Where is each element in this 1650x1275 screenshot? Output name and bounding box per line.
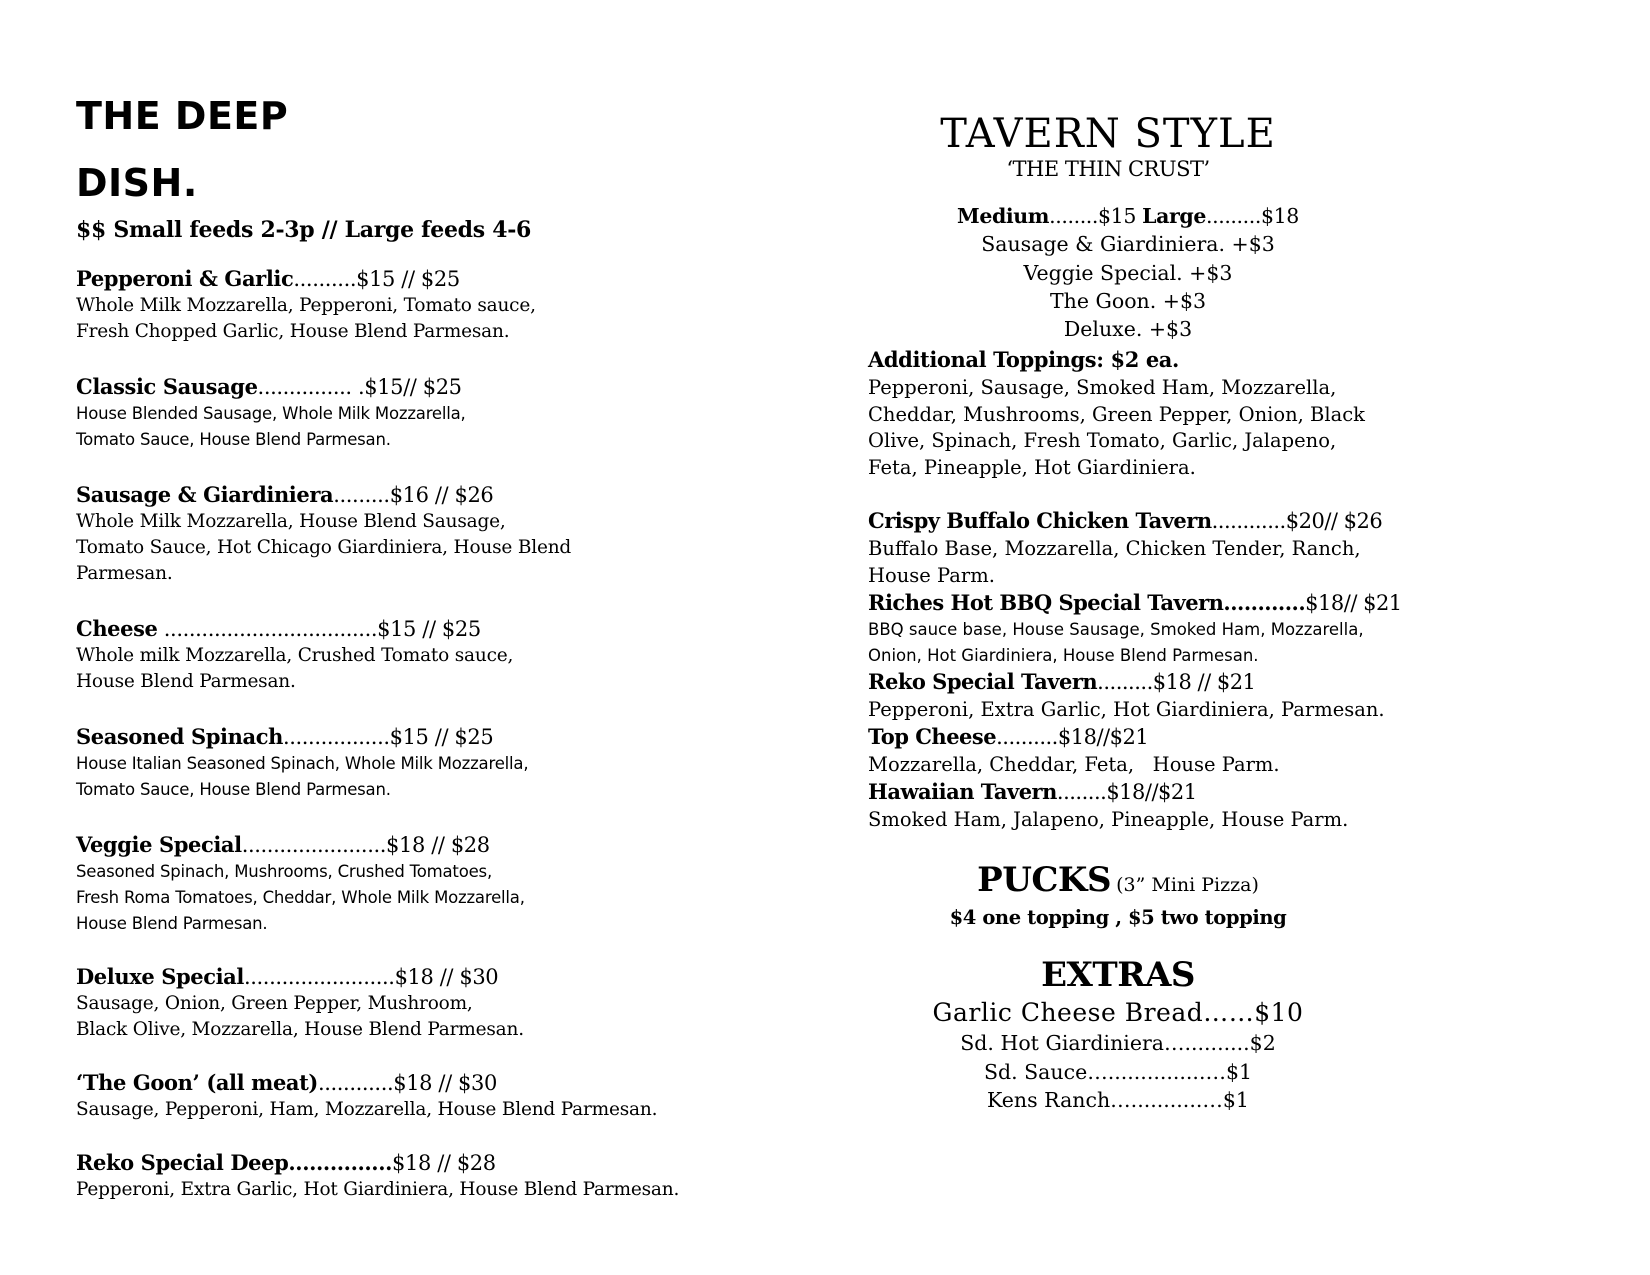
menu-item-pepperoni-garlic [76, 265, 756, 345]
tavern-special-hawaiian [868, 778, 1388, 833]
item-dots: ......... [1097, 670, 1153, 695]
item-description: House Blended Sausage, Whole Milk Mozzarella, Tomato Sauce, House Blend Parmesan. [76, 404, 466, 449]
item-dots: ............ [1211, 509, 1286, 534]
upcharge-line: Deluxe. +$3 [1063, 317, 1193, 342]
item-price: $18//$21 [1057, 725, 1149, 750]
menu-item-heading [76, 963, 756, 991]
extras-title: EXTRAS [1041, 955, 1195, 996]
deep-dish-title-line2: DISH. [76, 161, 198, 205]
menu-item-classic-sausage [76, 373, 756, 453]
item-price: $15 // $25 [389, 725, 494, 749]
menu-item-heading [76, 723, 756, 751]
item-description: Mozzarella, Cheddar, Feta, House Parm. [868, 753, 1280, 777]
menu-item-heading [76, 615, 756, 643]
tavern-special-riches-hot-bbq [868, 589, 1402, 668]
item-name: Reko Special Tavern [868, 669, 1098, 695]
item-name: Deluxe Special [76, 964, 244, 989]
item-price: $18//$21 [1106, 780, 1197, 805]
item-description: Pepperoni, Extra Garlic, Hot Giardiniera, Parmesan. [868, 698, 1385, 722]
tavern-special-top-cheese [868, 723, 1388, 778]
item-dots: ............ [317, 1071, 394, 1095]
item-dots: .......... [996, 725, 1058, 750]
item-description: Smoked Ham, Jalapeno, Pineapple, House Parm. [868, 808, 1349, 832]
item-price: $16 // $26 [389, 483, 494, 507]
item-price: $18// $21 [1305, 591, 1402, 616]
upcharge-line: Sausage & Giardiniera. +$3 [981, 232, 1275, 257]
item-dots: ........................ [243, 965, 395, 989]
tavern-subtitle: ‘THE THIN CRUST’ [1006, 157, 1210, 181]
menu-item-heading [76, 831, 756, 859]
item-name: Riches Hot BBQ Special Tavern............ [868, 590, 1306, 616]
size-medium-label: Medium [957, 204, 1050, 228]
upcharge-line: Veggie Special. +$3 [1023, 260, 1233, 285]
tavern-special-heading [868, 668, 1388, 696]
tavern-special-crispy-buffalo [868, 507, 1388, 589]
menu-item-cheese [76, 615, 756, 695]
extras-item: Sd. Hot Giardiniera…..........$2 [960, 1031, 1276, 1056]
tavern-size-line [868, 202, 1388, 230]
item-description: Whole milk Mozzarella, Crushed Tomato sauce, House Blend Parmesan. [76, 645, 514, 692]
tavern-title: TAVERN STYLE [940, 111, 1276, 157]
menu-item-heading [76, 1069, 756, 1097]
pucks-pricing: $4 one topping , $5 two topping [949, 906, 1287, 930]
size-large-label: Large [1142, 204, 1206, 228]
item-dots: .......... [293, 267, 357, 291]
item-description: Sausage, Pepperoni, Ham, Mozzarella, House Blend Parmesan. [76, 1099, 658, 1120]
item-description: Whole Milk Mozzarella, House Blend Sausage, Tomato Sauce, Hot Chicago Giardiniera, House Blend Parmesan. [76, 511, 572, 584]
item-name: Veggie Special [76, 832, 242, 857]
item-price: $15// $25 [364, 375, 462, 399]
tavern-section [868, 111, 1402, 1114]
menu-item-heading [76, 1149, 756, 1177]
item-description: House Italian Seasoned Spinach, Whole Milk Mozzarella, Tomato Sauce, House Blend Parmesan. [76, 754, 529, 799]
item-name: Hawaiian Tavern [868, 779, 1057, 805]
item-dots: ............... . [257, 375, 365, 399]
item-name: Pepperoni & Garlic [76, 266, 294, 291]
menu-item-reko-special-deep [76, 1149, 756, 1203]
item-price: $18 // $30 [394, 965, 499, 989]
item-name: ‘The Goon’ (all meat) [76, 1070, 318, 1095]
item-dots: ......... [333, 483, 390, 507]
item-name: Cheese [76, 616, 158, 641]
menu-item-the-goon [76, 1069, 756, 1123]
menu-item-heading [76, 481, 756, 509]
deep-dish-subtitle: $$ Small feeds 2-3p // Large feeds 4-6 [76, 217, 532, 243]
menu-item-sausage-giardiniera [76, 481, 756, 587]
tavern-special-heading [868, 589, 1402, 617]
additional-toppings-heading: Additional Toppings: $2 ea. [868, 347, 1179, 373]
pucks-heading [848, 861, 1388, 905]
item-price: $18 // $21 [1152, 670, 1256, 695]
item-description: Seasoned Spinach, Mushrooms, Crushed Tomatoes, Fresh Roma Tomatoes, Cheddar, Whole Milk Mozzarella, House Blend Parmesan. [76, 862, 525, 933]
item-dots: ........ [1056, 780, 1107, 805]
item-name: Classic Sausage [76, 374, 258, 399]
item-dots: ....................... [241, 833, 387, 857]
item-dots: ................. [282, 725, 390, 749]
size-medium-price: ........$15 [1049, 204, 1143, 228]
size-large-price: .........$18 [1205, 204, 1299, 228]
item-price: $20// $26 [1285, 509, 1383, 534]
item-description: Whole Milk Mozzarella, Pepperoni, Tomato sauce, Fresh Chopped Garlic, House Blend Parmesan. [76, 295, 536, 342]
extras-item: Garlic Cheese Bread……$10 [932, 998, 1304, 1028]
extras-item: Kens Ranch…...........…$1 [987, 1088, 1249, 1113]
item-description: BBQ sauce base, House Sausage, Smoked Ham, Mozzarella, Onion, Hot Giardiniera, House Blend Parmesan. [868, 620, 1364, 665]
item-price: $18 // $28 [386, 833, 490, 857]
tavern-special-heading [868, 723, 1388, 751]
pucks-title: PUCKS [977, 860, 1112, 901]
item-dots: .................................. [157, 617, 378, 641]
item-price: $18 // $28 [392, 1151, 496, 1175]
tavern-sizes [868, 202, 1388, 343]
menu-item-seasoned-spinach [76, 723, 756, 803]
item-price: $18 // $30 [393, 1071, 497, 1095]
deep-dish-section [76, 80, 756, 1203]
item-description: Buffalo Base, Mozzarella, Chicken Tender, Ranch, House Parm. [868, 537, 1361, 588]
item-description: Pepperoni, Extra Garlic, Hot Giardiniera, House Blend Parmesan. [76, 1179, 680, 1200]
item-name: Crispy Buffalo Chicken Tavern [868, 508, 1212, 534]
additional-toppings-list: Pepperoni, Sausage, Smoked Ham, Mozzarella, Cheddar, Mushrooms, Green Pepper, Onion, Black Olive, Spinach, Fresh Tomato, Garlic, Jalapeno, Feta, Pineapple, Hot Giardiniera. [868, 376, 1365, 479]
pucks-subtitle: (3” Mini Pizza) [1116, 874, 1259, 897]
item-price: $15 // $25 [356, 267, 460, 291]
item-description: Sausage, Onion, Green Pepper, Mushroom, Black Olive, Mozzarella, House Blend Parmesan. [76, 993, 524, 1040]
item-name: Reko Special Deep............... [76, 1150, 393, 1175]
tavern-special-heading [868, 507, 1388, 535]
menu-item-deluxe-special [76, 963, 756, 1043]
item-price: $15 // $25 [377, 617, 481, 641]
deep-dish-title-line1: THE DEEP [76, 94, 289, 138]
item-name: Sausage & Giardiniera [76, 482, 334, 507]
menu-item-veggie-special [76, 831, 756, 937]
upcharge-line: The Goon. +$3 [1049, 288, 1207, 313]
extras-item: Sd. Sauce…...............…$1 [983, 1059, 1253, 1084]
item-name: Top Cheese [868, 724, 997, 750]
menu-item-heading [76, 265, 756, 293]
extras-list [848, 1029, 1388, 1114]
tavern-special-heading [868, 778, 1388, 806]
tavern-special-reko [868, 668, 1388, 723]
menu-item-heading [76, 373, 756, 401]
item-name: Seasoned Spinach [76, 724, 283, 749]
